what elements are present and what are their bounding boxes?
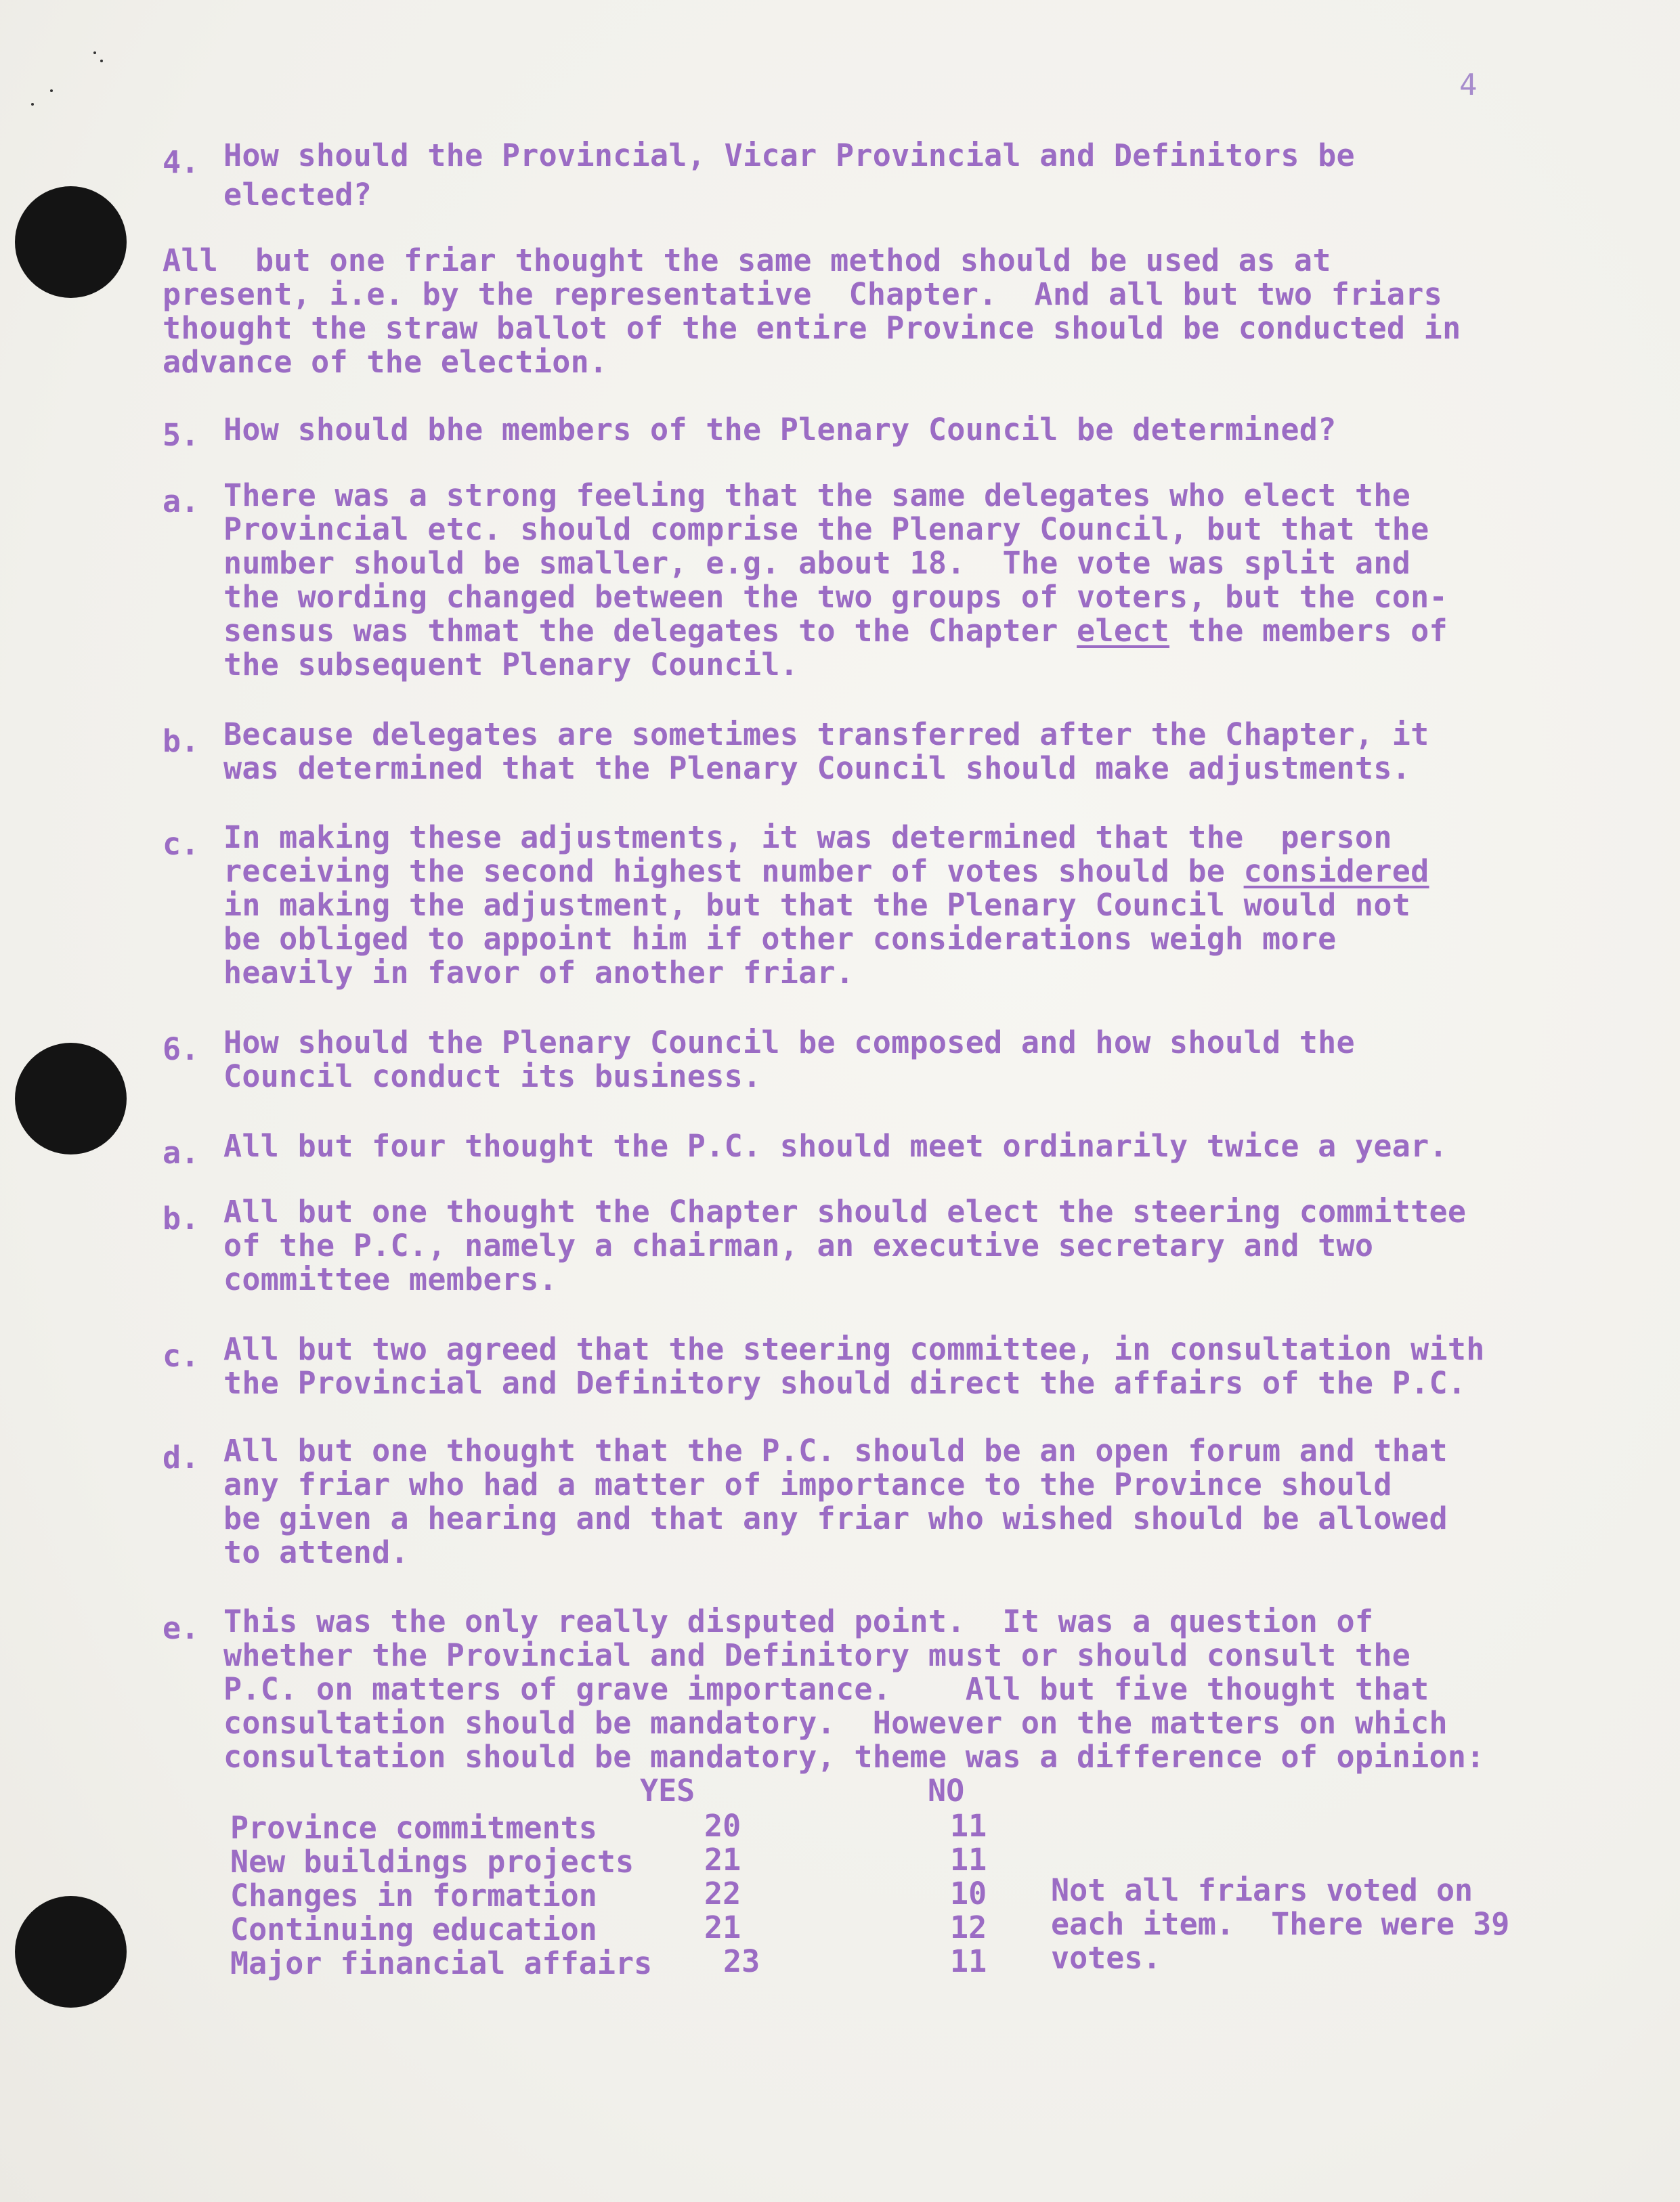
row-item: Province commitments: [230, 1810, 597, 1846]
paper-speck: [100, 60, 103, 62]
q5c-letter: c.: [163, 826, 200, 862]
q6e-text-line: P.C. on matters of grave importance. All but five thought that: [223, 1671, 1429, 1707]
q6e-text-line: consultation should be mandatory, theme was a difference of opinion:: [223, 1739, 1485, 1775]
q4-answer-line: All but one friar thought the same method should be used as at: [163, 242, 1331, 278]
row-yes: 22: [704, 1876, 741, 1912]
q6e-text-line: whether the Provincial and Definitory must or should consult the: [223, 1637, 1411, 1673]
page-number: 4: [1459, 68, 1478, 102]
punch-hole-bottom: [15, 1896, 127, 2008]
q5a-line5-pre: sensus was thmat the delegates to the Chapter: [223, 613, 1077, 649]
q5a-line5-post: the members of: [1169, 613, 1448, 649]
q5c-text-line: In making these adjustments, it was determined that the person: [223, 819, 1392, 855]
q4-text-line: elected?: [223, 177, 372, 213]
punch-hole-middle: [15, 1043, 127, 1154]
no-column-header: NO: [928, 1773, 965, 1809]
row-no: 12: [950, 1909, 987, 1945]
q5-number: 5.: [163, 417, 200, 453]
q6-number: 6.: [163, 1031, 200, 1067]
q5b-text-line: was determined that the Plenary Council should make adjustments.: [223, 750, 1411, 786]
q5b-text-line: Because delegates are sometimes transferred after the Chapter, it: [223, 716, 1429, 752]
q5a-text-line: number should be smaller, e.g. about 18. The vote was split and: [223, 545, 1411, 581]
q6d-text-line: to attend.: [223, 1534, 409, 1570]
q5b-letter: b.: [163, 723, 200, 759]
q4-number: 4.: [163, 144, 200, 180]
q6a-letter: a.: [163, 1135, 200, 1171]
row-yes: 23: [723, 1943, 760, 1979]
q5a-text-line: [223, 614, 1448, 648]
q6a-text-line: All but four thought the P.C. should meet ordinarily twice a year.: [223, 1128, 1448, 1164]
q5c-text-line: in making the adjustment, but that the Plenary Council would not: [223, 887, 1411, 923]
q4-answer-line: present, i.e. by the representative Chapter. And all but two friars: [163, 276, 1443, 312]
q6b-text-line: of the P.C., namely a chairman, an executive secretary and two: [223, 1228, 1374, 1264]
paper-speck: [93, 51, 96, 54]
row-no: 11: [950, 1943, 987, 1979]
row-yes: 21: [704, 1842, 741, 1878]
q5a-letter: a.: [163, 483, 200, 519]
row-item: Changes in formation: [230, 1878, 597, 1914]
q5c-text-line: heavily in favor of another friar.: [223, 955, 855, 991]
q4-answer-line: thought the straw ballot of the entire Province should be conducted in: [163, 310, 1461, 346]
q6d-letter: d.: [163, 1440, 200, 1475]
q4-answer-line: advance of the election.: [163, 344, 608, 380]
row-item: New buildings projects: [230, 1844, 634, 1880]
q6c-letter: c.: [163, 1338, 200, 1374]
row-item: Major financial affairs: [230, 1945, 653, 1981]
q6d-text-line: All but one thought that the P.C. should be an open forum and that: [223, 1433, 1448, 1469]
q6d-text-line: any friar who had a matter of importance to the Province should: [223, 1467, 1392, 1503]
q5a-text-line: the wording changed between the two groups of voters, but the con-: [223, 579, 1448, 615]
q5c-line2-pre: receiving the second highest number of votes should be: [223, 853, 1244, 889]
q5a-text-line: the subsequent Plenary Council.: [223, 647, 799, 683]
row-item: Continuing education: [230, 1912, 597, 1947]
table-note-line: each item. There were 39: [1051, 1906, 1510, 1942]
q6b-text-line: All but one thought the Chapter should elect the steering committee: [223, 1194, 1467, 1230]
q5c-text-line: [223, 855, 1429, 888]
q6b-text-line: committee members.: [223, 1261, 558, 1297]
q5a-underlined-elect: elect: [1077, 613, 1170, 649]
q6e-text-line: This was the only really disputed point. It was a question of: [223, 1603, 1374, 1639]
row-no: 11: [950, 1842, 987, 1878]
q5a-text-line: Provincial etc. should comprise the Plenary Council, but that the: [223, 511, 1429, 547]
paper-speck: [50, 89, 53, 92]
q6e-text-line: consultation should be mandatory. However on the matters on which: [223, 1705, 1448, 1741]
q6-text-line: Council conduct its business.: [223, 1058, 762, 1094]
row-no: 10: [950, 1876, 987, 1912]
q6-text-line: How should the Plenary Council be composed and how should the: [223, 1024, 1355, 1060]
row-yes: 21: [704, 1909, 741, 1945]
paper-speck: [31, 103, 34, 106]
yes-column-header: YES: [640, 1773, 695, 1809]
q5c-underlined-considered: considered: [1243, 853, 1429, 889]
q6e-letter: e.: [163, 1610, 200, 1646]
q4-text-line: How should the Provincial, Vicar Provincial and Definitors be: [223, 137, 1355, 173]
q5-text-line: How should bhe members of the Plenary Council be determined?: [223, 412, 1337, 448]
punch-hole-top: [15, 186, 127, 298]
q5a-text-line: There was a strong feeling that the same delegates who elect the: [223, 477, 1411, 513]
table-note-line: votes.: [1051, 1940, 1161, 1976]
q5c-text-line: be obliged to appoint him if other considerations weigh more: [223, 921, 1337, 957]
q6b-letter: b.: [163, 1201, 200, 1236]
table-note-line: Not all friars voted on: [1051, 1872, 1473, 1908]
row-yes: 20: [704, 1808, 741, 1844]
q6c-text-line: All but two agreed that the steering committee, in consultation with: [223, 1331, 1485, 1367]
q6d-text-line: be given a hearing and that any friar who wished should be allowed: [223, 1501, 1448, 1536]
row-no: 11: [950, 1808, 987, 1844]
q6c-text-line: the Provincial and Definitory should direct the affairs of the P.C.: [223, 1365, 1467, 1401]
